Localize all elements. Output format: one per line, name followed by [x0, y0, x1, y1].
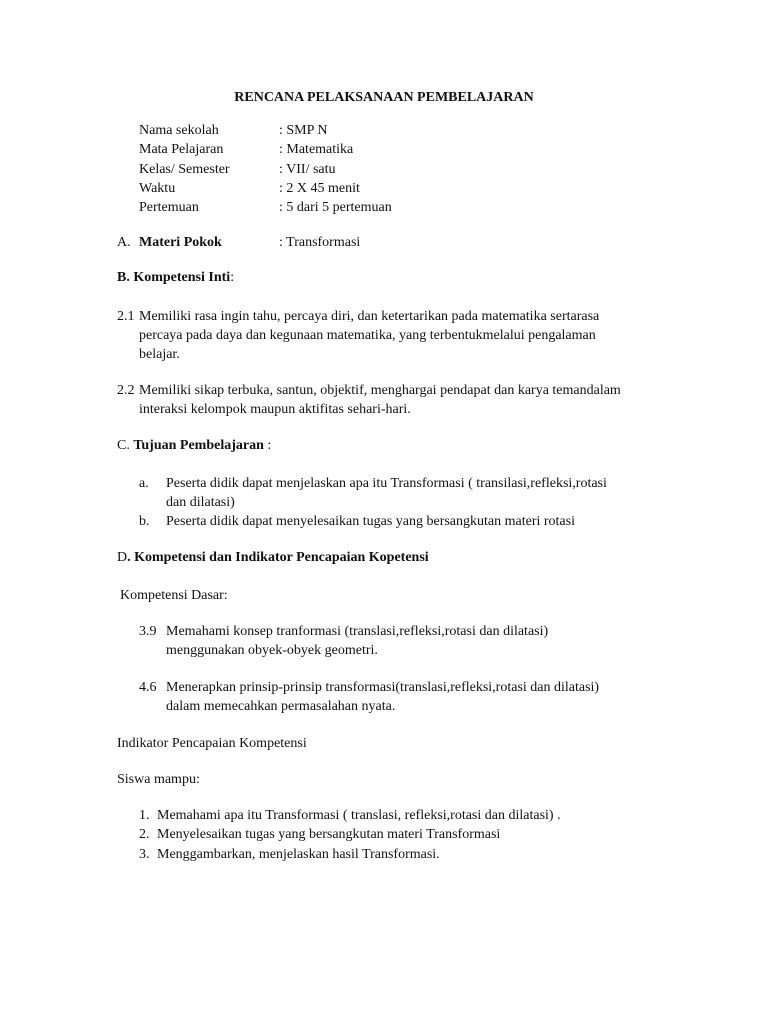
info-label: Waktu: [139, 181, 176, 196]
info-value: : VII/ satu: [279, 162, 336, 177]
kd-text-line: dalam memecahkan permasalahan nyata.: [166, 699, 396, 714]
info-label: Nama sekolah: [139, 123, 219, 138]
info-label: Mata Pelajaran: [139, 142, 224, 157]
ki-text-line: belajar.: [139, 347, 180, 362]
indikator-marker: 1.: [139, 808, 150, 823]
page-title: RENCANA PELAKSANAAN PEMBELAJARAN: [234, 90, 534, 105]
ki-text-line: Memiliki rasa ingin tahu, percaya diri, dan ketertarikan pada matematika sertarasa: [139, 309, 600, 324]
section-c-heading: [117, 436, 271, 455]
section-c-label: Tujuan Pembelajaran: [133, 438, 264, 453]
section-d-prefix: D: [117, 550, 128, 565]
kd-text-line: Memahami konsep tranformasi (translasi,refleksi,rotasi dan dilatasi): [166, 624, 549, 639]
section-a-prefix: A.: [117, 235, 131, 250]
kd-number: 4.6: [139, 680, 157, 695]
indikator-heading: Indikator Pencapaian Kompetensi: [117, 736, 307, 751]
info-value: : 2 X 45 menit: [279, 181, 360, 196]
tujuan-marker: a.: [139, 476, 149, 491]
kd-number: 3.9: [139, 624, 157, 639]
section-c-colon: :: [267, 438, 272, 453]
section-b-heading: [117, 268, 234, 287]
info-label: Kelas/ Semester: [139, 162, 230, 177]
info-label: Pertemuan: [139, 200, 199, 215]
section-d-heading: [117, 548, 429, 567]
section-a-value: : Transformasi: [279, 235, 361, 250]
indikator-item: Memahami apa itu Transformasi ( translasi, refleksi,rotasi dan dilatasi) .: [157, 808, 561, 823]
info-value: : 5 dari 5 pertemuan: [279, 200, 392, 215]
section-b-label: B. Kompetensi Inti: [117, 270, 231, 285]
ki-text-line: interaksi kelompok maupun aktifitas sehari-hari.: [139, 402, 411, 417]
tujuan-marker: b.: [139, 514, 150, 529]
indikator-marker: 3.: [139, 847, 150, 862]
section-b-colon: :: [230, 270, 235, 285]
info-value: : Matematika: [279, 142, 354, 157]
tujuan-text-line: dan dilatasi): [166, 495, 235, 510]
indikator-item: Menyelesaikan tugas yang bersangkutan materi Transformasi: [157, 827, 501, 842]
kd-text-line: Menerapkan prinsip-prinsip transformasi(translasi,refleksi,rotasi dan dilatasi): [166, 680, 600, 695]
tujuan-text-line: Peserta didik dapat menjelaskan apa itu Transformasi ( transilasi,refleksi,rotasi: [166, 476, 607, 491]
ki-number: 2.1: [117, 309, 135, 324]
ki-text-line: Memiliki sikap terbuka, santun, objektif, menghargai pendapat dan karya temandalam: [139, 383, 621, 398]
indikator-item: Menggambarkan, menjelaskan hasil Transformasi.: [157, 847, 440, 862]
kd-text-line: menggunakan obyek-obyek geometri.: [166, 643, 378, 658]
indikator-marker: 2.: [139, 827, 150, 842]
ki-number: 2.2: [117, 383, 135, 398]
info-value: : SMP N: [279, 123, 328, 138]
ki-text-line: percaya pada daya dan kegunaan matematika, yang terbentukmelalui pengalaman: [139, 328, 596, 343]
section-d-label: . Kompetensi dan Indikator Pencapaian Kopetensi: [127, 550, 429, 565]
tujuan-text-line: Peserta didik dapat menyelesaikan tugas yang bersangkutan materi rotasi: [166, 514, 575, 529]
section-c-prefix: C.: [117, 438, 130, 453]
siswa-heading: Siswa mampu:: [117, 772, 200, 787]
section-a-heading: Materi Pokok: [139, 235, 222, 250]
kd-heading: Kompetensi Dasar:: [120, 588, 228, 603]
